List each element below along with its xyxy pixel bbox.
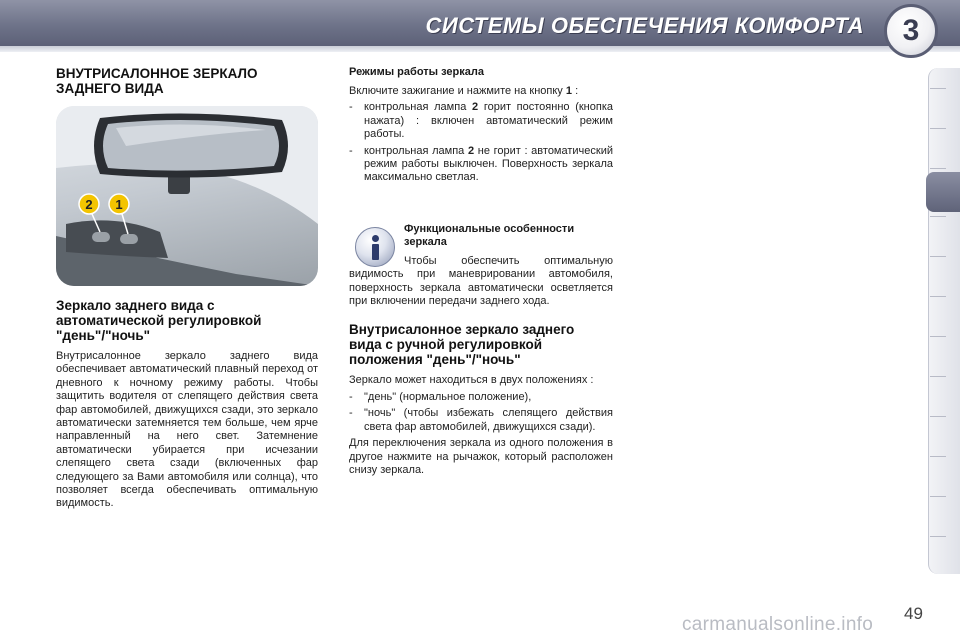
info-note bbox=[349, 223, 613, 309]
button-ref: 1 bbox=[565, 85, 572, 97]
section-title bbox=[56, 66, 318, 96]
chapter-tab-divider bbox=[930, 496, 946, 497]
chapter-tab-divider bbox=[930, 336, 946, 337]
manual-mirror-title bbox=[349, 322, 613, 367]
button-panel bbox=[66, 220, 168, 258]
auto-mirror-description: Внутрисалонное зеркало заднего вида обеспечивает автоматический плавный переход от дневного к ночному режиму работы. Чтобы защитить водителя от слепящего действия света фар автомобилей, движущихся сзади, это зеркало автоматически затемняется тем больше, чем ярче направленный на него свет. Затемнение автоматически убирается при исчезании слепящего света сзади (включенных фар следующего за Вами автомобиля или солнца), что позволяет всегда обеспечивать оптимальную видимость. bbox=[56, 350, 318, 510]
list-text: "день" (нормальное положение), bbox=[364, 390, 532, 403]
list-item bbox=[349, 145, 613, 185]
page-number: 49 bbox=[904, 604, 923, 623]
callout-label-1: 1 bbox=[115, 197, 123, 212]
manual-outro: Для переключения зеркала из одного положения в другое нажмите на рычажок, который расположен снизу зеркала. bbox=[349, 437, 613, 476]
chapter-tab-divider bbox=[930, 128, 946, 129]
list-text: "ночь" (чтобы избежать слепящего действия света фар автомобилей, движущихся сзади). bbox=[364, 407, 613, 433]
subtitle-line: Внутрисалонное зеркало заднего bbox=[349, 322, 575, 338]
header-divider bbox=[0, 46, 960, 52]
manual-intro: Зеркало может находиться в двух положениях : bbox=[349, 374, 594, 387]
list-text bbox=[364, 145, 613, 185]
subtitle-line: вида с ручной регулировкой bbox=[349, 337, 543, 353]
chapter-tab-divider bbox=[930, 216, 946, 217]
left-column bbox=[56, 66, 318, 511]
callout-label-2: 2 bbox=[85, 197, 93, 212]
list-dash: - bbox=[349, 407, 353, 420]
list-item bbox=[349, 391, 613, 404]
list-text-pre: контрольная лампа bbox=[364, 101, 467, 114]
chapter-tab-divider bbox=[930, 376, 946, 377]
list-item bbox=[349, 101, 613, 141]
info-header bbox=[404, 223, 613, 249]
list-dash: - bbox=[349, 144, 353, 157]
lamp-ref: 2 bbox=[472, 101, 479, 114]
list-text-post: горит постоянно (кнопка нажата) : включен автоматический режим работы. bbox=[364, 101, 613, 141]
chapter-tab-divider bbox=[930, 416, 946, 417]
info-title-line: Функциональные особенности bbox=[404, 222, 575, 235]
subtitle-line: Зеркало заднего вида с bbox=[56, 298, 215, 313]
control-button bbox=[120, 234, 138, 244]
list-text bbox=[364, 101, 613, 141]
chapter-tab-divider bbox=[930, 456, 946, 457]
lamp-ref: 2 bbox=[467, 144, 475, 157]
list-text-post: не горит : автоматический режим работы выключен. Поверхность зеркала максимально светлая. bbox=[364, 144, 614, 184]
chapter-number-badge bbox=[884, 4, 938, 58]
chapter-title: СИСТЕМЫ ОБЕСПЕЧЕНИЯ КОМФОРТА bbox=[425, 13, 864, 38]
list-dash: - bbox=[349, 101, 353, 114]
modes-intro bbox=[349, 85, 613, 98]
mirror-illustration bbox=[56, 106, 318, 286]
info-title bbox=[404, 223, 613, 249]
info-text: Чтобы обеспечить оптимальную видимость при маневрировании автомобиля, поверхность зеркала автоматически осветляется при включении передачи заднего хода. bbox=[349, 254, 613, 308]
chapter-number: 3 bbox=[902, 14, 920, 47]
list-dash: - bbox=[349, 390, 353, 403]
chapter-tab-divider bbox=[930, 296, 946, 297]
modes-intro-colon: : bbox=[575, 85, 579, 97]
list-text-pre: контрольная лампа bbox=[364, 144, 465, 157]
modes-intro-text: Включите зажигание и нажмите на кнопку bbox=[349, 85, 563, 97]
chapter-tab-active[interactable] bbox=[926, 172, 960, 212]
info-icon bbox=[355, 227, 395, 267]
auto-mirror-title bbox=[56, 298, 318, 343]
modes-title: Режимы работы зеркала bbox=[349, 66, 484, 78]
watermark: carmanualsonline.info bbox=[682, 614, 874, 635]
chapter-tab-divider bbox=[930, 536, 946, 537]
subtitle-line: положения "день"/"ночь" bbox=[349, 352, 521, 368]
chapter-tab-divider bbox=[930, 256, 946, 257]
list-item bbox=[349, 407, 613, 434]
info-title-line: зеркала bbox=[404, 235, 447, 248]
mirror-photo bbox=[56, 106, 318, 286]
subtitle-line: автоматической регулировкой bbox=[56, 313, 262, 328]
chapter-tab-strip bbox=[928, 68, 960, 574]
chapter-tab-divider bbox=[930, 88, 946, 89]
control-button bbox=[92, 232, 110, 242]
subtitle-line: "день"/"ночь" bbox=[56, 328, 151, 343]
section-title-line: ЗАДНЕГО ВИДА bbox=[56, 81, 164, 96]
chapter-tab-divider bbox=[930, 168, 946, 169]
right-column bbox=[349, 66, 613, 477]
section-title-line: ВНУТРИСАЛОННОЕ ЗЕРКАЛО bbox=[56, 66, 258, 81]
